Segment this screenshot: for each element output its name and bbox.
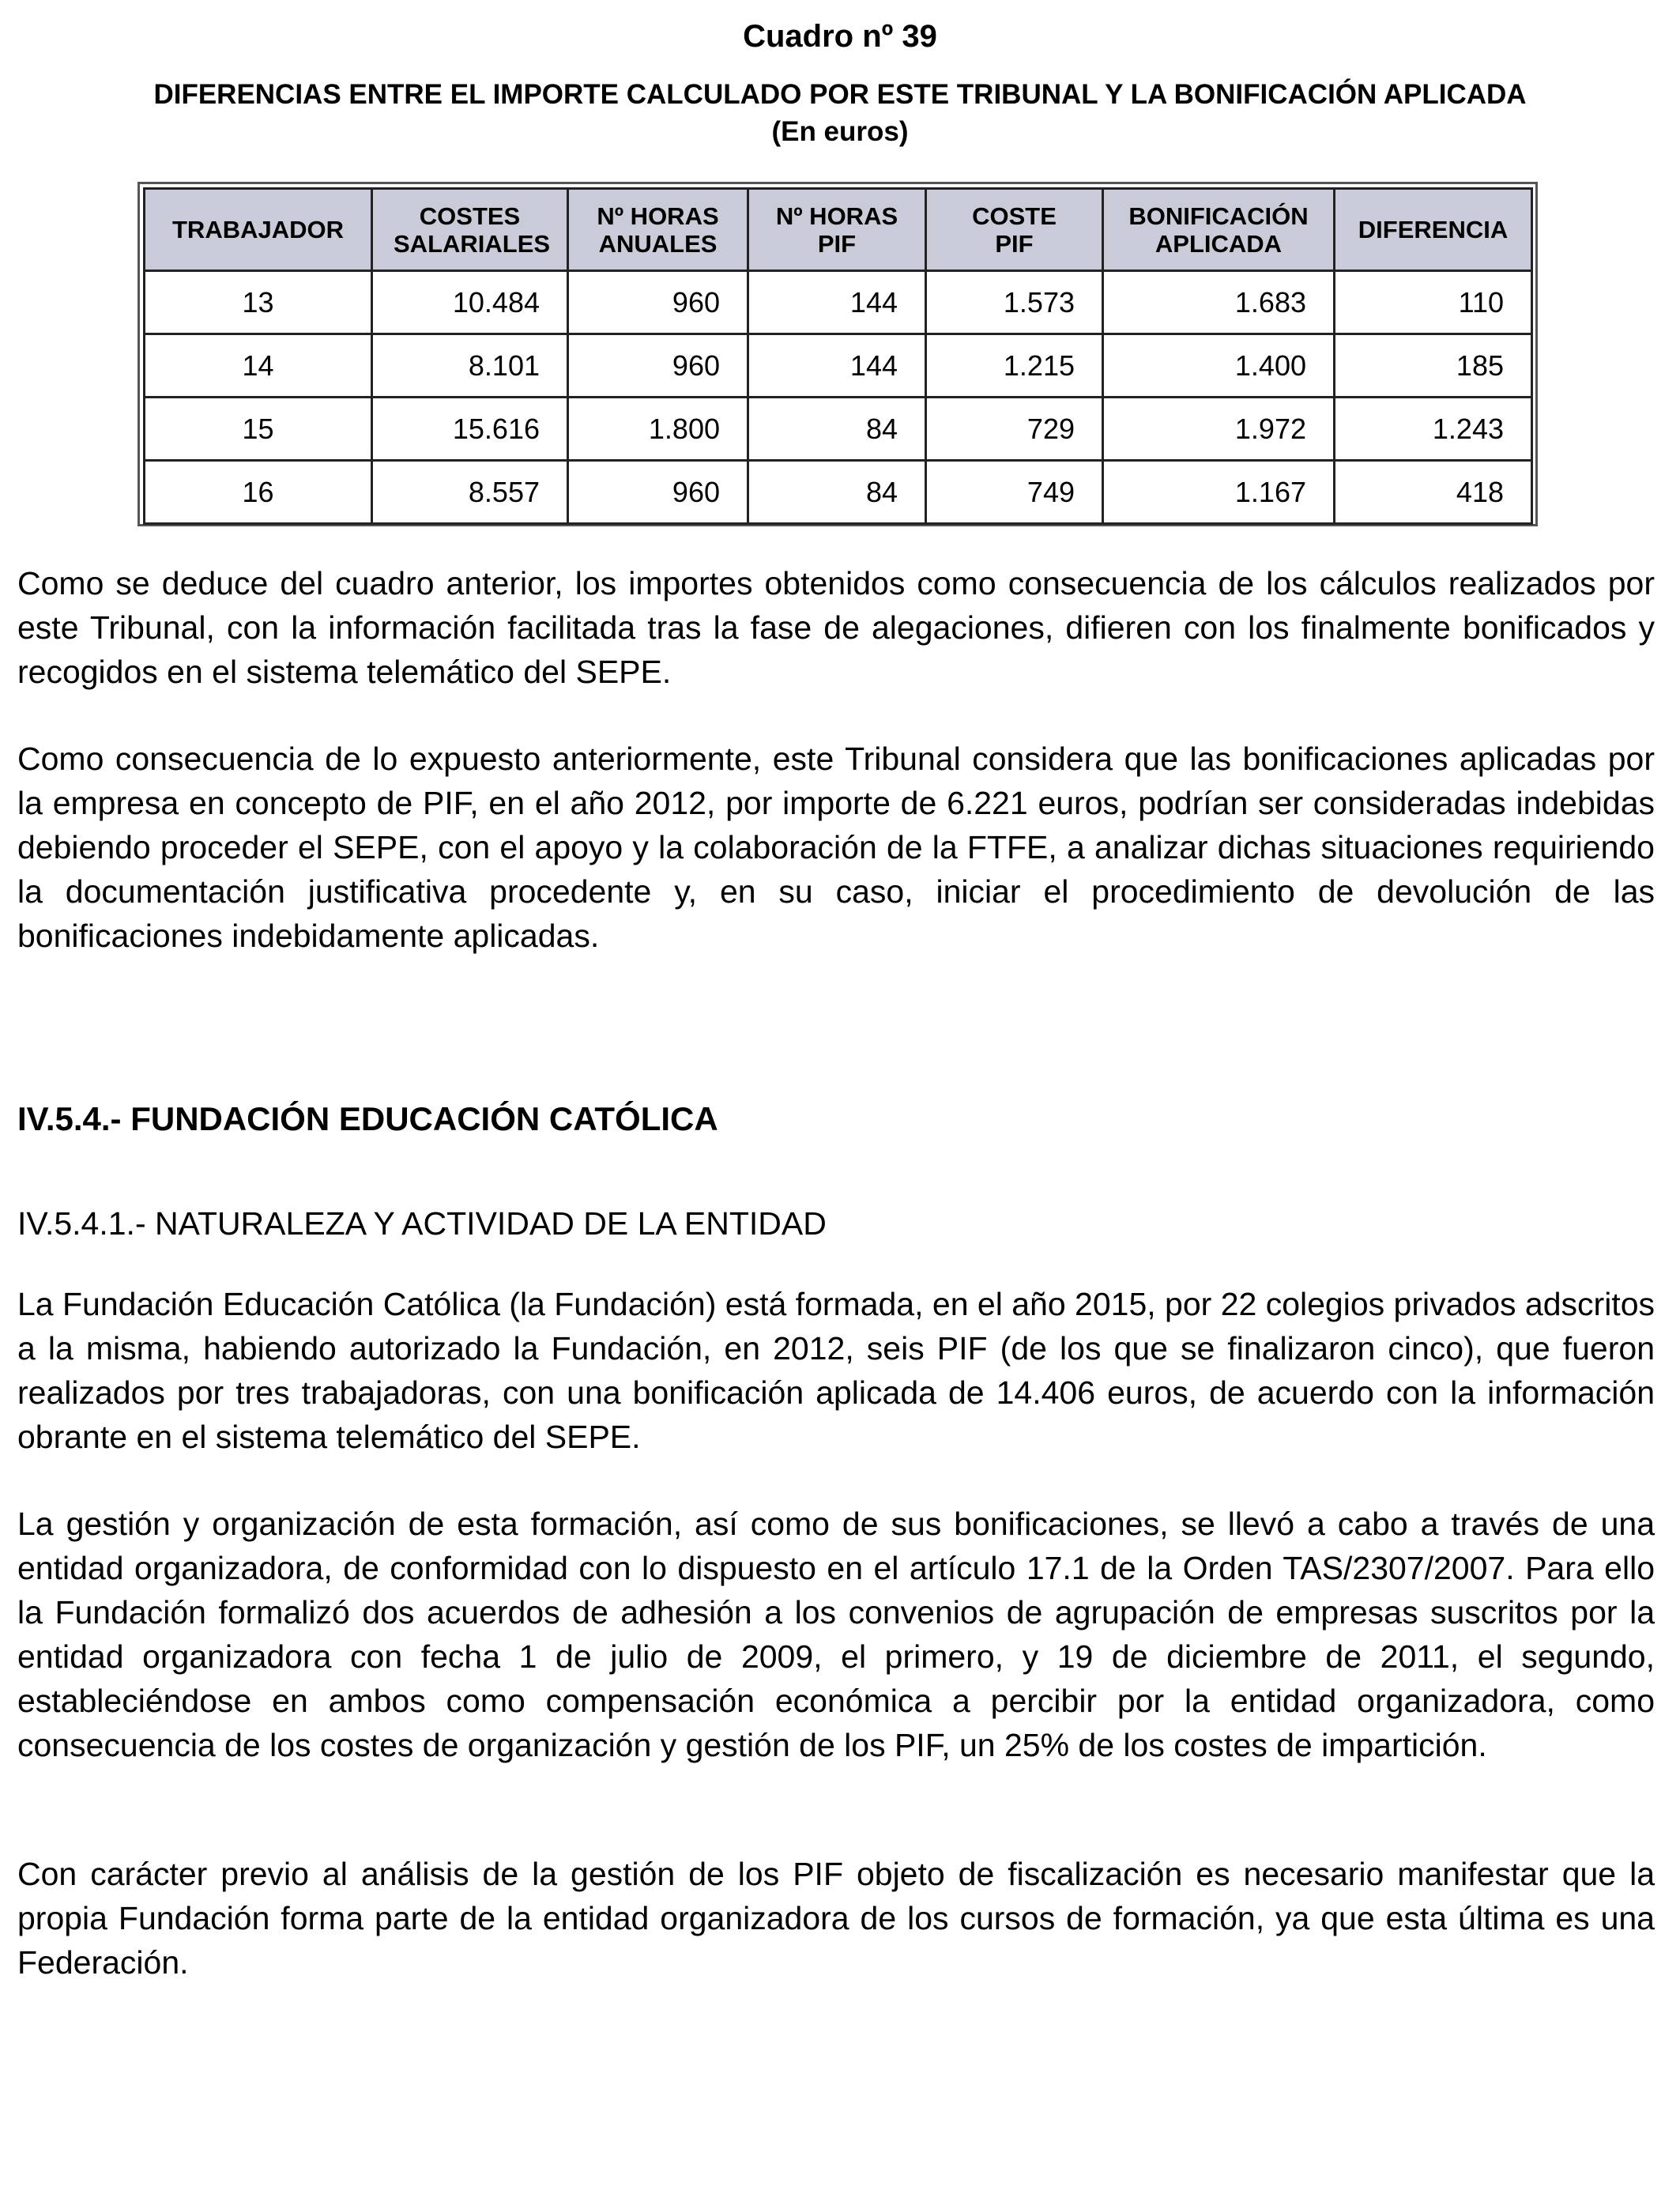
table-row [145, 271, 1532, 334]
table-caption: Cuadro nº 39 [743, 19, 937, 54]
table-cell: 1.400 [1103, 334, 1335, 398]
table-cell: 185 [1335, 334, 1532, 398]
paragraph-4: La gestión y organización de esta formación, así como de sus bonificaciones, se llevó a cabo a través de una entidad organizadora, de conformidad con lo dispuesto en el artículo 17.1 de la Orden TAS/2307/2007. Para ello la Fundación formalizó dos acuerdos de adhesión a los convenios de agrupación de empresas suscritos por la entidad organizadora con fecha 1 de julio de 2009, el primero, y 19 de diciembre de 2011, el segundo, estableciéndose en ambos como compensación económica a percibir por la entidad organizadora, como consecuencia de los costes de organización y gestión de los PIF, un 25% de los costes de impartición. [17, 1506, 1655, 1763]
paragraph-3: La Fundación Educación Católica (la Fundación) está formada, en el año 2015, por 22 colegios privados adscritos a la misma, habiendo autorizado la Fundación, en 2012, seis PIF (de los que se finalizaron cinco), que fueron realizados por tres trabajadoras, con una bonificación aplicada de 14.406 euros, de acuerdo con la información obrante en el sistema telemático del SEPE. [17, 1286, 1655, 1455]
table-cell: 1.243 [1335, 398, 1532, 461]
table-title: DIFERENCIAS ENTRE EL IMPORTE CALCULADO POR ESTE TRIBUNAL Y LA BONIFICACIÓN APLICADA [153, 79, 1527, 110]
table-cell: 729 [926, 398, 1103, 461]
table-cell: 1.167 [1103, 461, 1335, 524]
table-cell: 1.972 [1103, 398, 1335, 461]
table-row [145, 334, 1532, 398]
table-cell: 110 [1335, 271, 1532, 334]
section-heading: IV.5.4.- FUNDACIÓN EDUCACIÓN CATÓLICA [17, 1100, 718, 1137]
table-cell: 13 [145, 271, 372, 334]
table-cell: 144 [748, 334, 926, 398]
table-cell: 10.484 [372, 271, 568, 334]
column-header: Nº HORAS ANUALES [568, 189, 748, 271]
table-cell: 1.683 [1103, 271, 1335, 334]
table-cell: 8.557 [372, 461, 568, 524]
column-header: DIFERENCIA [1335, 189, 1532, 271]
column-header: Nº HORAS PIF [748, 189, 926, 271]
table-cell: 84 [748, 461, 926, 524]
table-cell: 960 [568, 271, 748, 334]
data-table-frame [137, 182, 1538, 526]
table-row [145, 398, 1532, 461]
table-cell: 8.101 [372, 334, 568, 398]
table-cell: 960 [568, 334, 748, 398]
table-row [145, 461, 1532, 524]
paragraph-2: Como consecuencia de lo expuesto anteriormente, este Tribunal considera que las bonificaciones aplicadas por la empresa en concepto de PIF, en el año 2012, por importe de 6.221 euros, podrían ser consideradas indebidas debiendo proceder el SEPE, con el apoyo y la colaboración de la FTFE, a analizar dichas situaciones requiriendo la documentación justificativa procedente y, en su caso, iniciar el procedimiento de devolución de las bonificaciones indebidamente aplicadas. [17, 741, 1655, 954]
column-header: TRABAJADOR [145, 189, 372, 271]
table-cell: 144 [748, 271, 926, 334]
table-unit: (En euros) [771, 116, 909, 147]
column-header: BONIFICACIÓN APLICADA [1103, 189, 1335, 271]
table-cell: 14 [145, 334, 372, 398]
column-header: COSTE PIF [926, 189, 1103, 271]
table-cell: 15 [145, 398, 372, 461]
table-cell: 418 [1335, 461, 1532, 524]
table-cell: 960 [568, 461, 748, 524]
table-cell: 15.616 [372, 398, 568, 461]
table-cell: 16 [145, 461, 372, 524]
paragraph-1: Como se deduce del cuadro anterior, los importes obtenidos como consecuencia de los cálculos realizados por este Tribunal, con la información facilitada tras la fase de alegaciones, difieren con los finalmente bonificados y recogidos en el sistema telemático del SEPE. [17, 565, 1655, 690]
table-cell: 749 [926, 461, 1103, 524]
column-header: COSTES SALARIALES [372, 189, 568, 271]
paragraph-5: Con carácter previo al análisis de la gestión de los PIF objeto de fiscalización es necesario manifestar que la propia Fundación forma parte de la entidad organizadora de los cursos de formación, ya que esta última es una Federación. [17, 1856, 1655, 1981]
table-cell: 1.573 [926, 271, 1103, 334]
table-cell: 1.215 [926, 334, 1103, 398]
table-cell: 84 [748, 398, 926, 461]
data-table [143, 187, 1533, 525]
subsection-heading: IV.5.4.1.- NATURALEZA Y ACTIVIDAD DE LA ENTIDAD [17, 1205, 827, 1242]
table-header-row [145, 189, 1532, 271]
table-cell: 1.800 [568, 398, 748, 461]
